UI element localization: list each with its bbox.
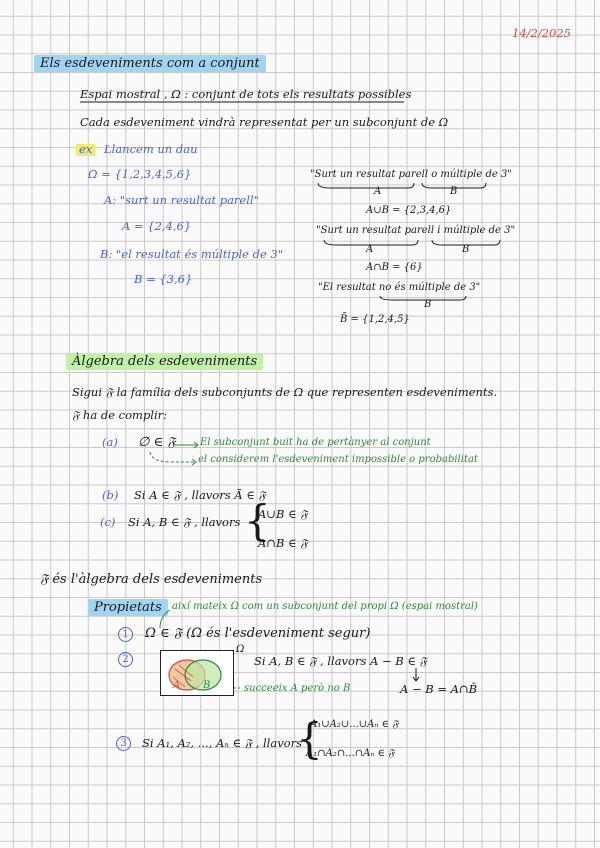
intersection-result: A∩B = {6}	[366, 262, 423, 273]
property-1-text: Ω ∈ 𝔉 (Ω és l'esdeveniment segur)	[145, 626, 371, 641]
property-3-union: A₁∪A₂∪...∪Aₙ ∈ 𝔉	[310, 719, 399, 730]
condition-c-union: A∪B ∈ 𝔉	[258, 507, 308, 521]
property-2-number: 2	[118, 652, 133, 667]
condition-a-note-2: el considerem l'esdeveniment impossible o probabilitat	[198, 454, 478, 465]
property-2-expression: Si A, B ∈ 𝔉 , llavors A − B ∈ 𝔉	[254, 654, 427, 668]
venn-omega-label: Ω	[236, 644, 245, 655]
union-b-label: B	[450, 186, 458, 197]
complement-result: B̄ = {1,2,4,5}	[340, 314, 410, 325]
condition-c-expression: Si A, B ∈ 𝔉 , llavors	[128, 515, 241, 529]
condition-a-note-1: El subconjunt buit ha de pertànyer al conjunt	[200, 437, 431, 448]
event-representation: Cada esdeveniment vindrà representat per un subconjunt de Ω	[80, 115, 449, 129]
union-result: A∪B = {2,3,4,6}	[366, 205, 452, 216]
intersection-phrase: "Surt un resultat parell i múltiple de 3"	[316, 225, 516, 236]
venn-b-label: B	[203, 680, 211, 691]
section-heading-event-algebra: Àlgebra dels esdeveniments	[66, 353, 263, 370]
section-heading-events-as-sets: Els esdeveniments com a conjunt	[34, 55, 266, 72]
complement-b-label: B	[424, 299, 432, 310]
sample-space-definition: Espai mostral , Ω : conjunt de tots els resultats possibles	[80, 87, 412, 101]
section-heading-f-is-algebra: 𝔉 és l'àlgebra dels esdeveniments	[40, 572, 263, 587]
event-a-set: A = {2,4,6}	[122, 219, 192, 233]
condition-c-intersection: A∩B ∈ 𝔉	[258, 536, 308, 550]
condition-c-label: (c)	[100, 515, 116, 529]
union-a-label: A	[374, 186, 382, 197]
property-1-number: 1	[118, 627, 133, 642]
example-tag: ex	[76, 144, 95, 156]
property-3-number: 3	[116, 736, 131, 751]
property-3-brace: {	[296, 714, 323, 763]
intersection-b-label: B	[462, 244, 470, 255]
event-b-description: B: "el resultat és múltiple de 3"	[100, 247, 284, 261]
condition-a-label: (a)	[102, 435, 118, 449]
venn-a-label: A	[173, 680, 181, 691]
property-3-intersection: A₁∩A₂∩...∩Aₙ ∈ 𝔉	[306, 748, 395, 759]
intersection-a-label: A	[366, 244, 374, 255]
property-3-expression: Si A₁, A₂, ..., Aₙ ∈ 𝔉 , llavors	[142, 736, 303, 750]
condition-a-expression: ∅ ∈ 𝔉	[138, 435, 176, 450]
event-b-set: B = {3,6}	[134, 272, 193, 286]
must-satisfy: 𝔉 ha de complir:	[72, 408, 168, 422]
condition-b-expression: Si A ∈ 𝔉 , llavors Ā ∈ 𝔉	[134, 488, 266, 502]
event-a-description: A: "surt un resultat parell"	[104, 193, 259, 207]
union-phrase: "Surt un resultat parell o múltiple de 3"	[310, 169, 512, 180]
condition-b-label: (b)	[102, 488, 119, 502]
family-definition: Sigui 𝔉 la família dels subconjunts de Ω que representen esdeveniments.	[72, 385, 498, 399]
property-2-note: succeeix A però no B	[244, 683, 351, 694]
omega-set: Ω = {1,2,3,4,5,6}	[88, 167, 192, 181]
complement-phrase: "El resultat no és múltiple de 3"	[318, 282, 481, 293]
condition-c-brace: {	[244, 496, 271, 545]
property-2-result: A − B = A∩B̄	[400, 682, 478, 696]
date: 14/2/2025	[512, 26, 571, 40]
properties-tag: Propietats	[88, 599, 168, 616]
properties-note: així mateix Ω com un subconjunt del propi Ω (espai mostral)	[172, 601, 478, 612]
example-title: Llancem un dau	[104, 142, 198, 156]
